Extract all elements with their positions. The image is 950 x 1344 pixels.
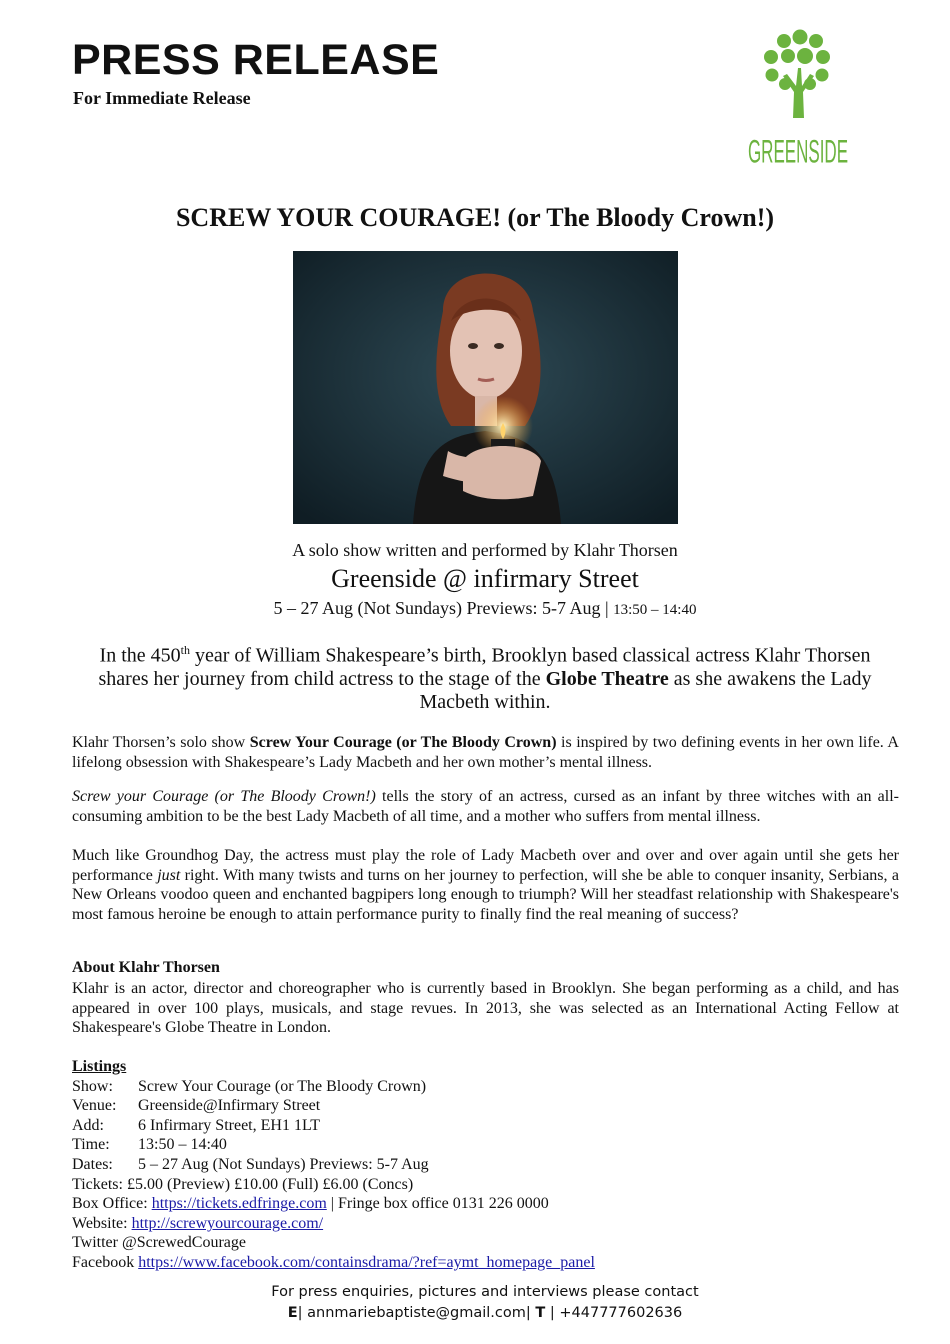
listing-website: Website: http://screwyourcourage.com/: [72, 1214, 324, 1232]
website-link[interactable]: http://screwyourcourage.com/: [131, 1214, 324, 1232]
contact-details: E| annmariebaptiste@gmail.com| T | +447777602636: [287, 1305, 683, 1321]
venue-heading: Greenside @ infirmary Street: [331, 564, 639, 593]
listing-address: Add: 6 Infirmary Street, EH1 1LT: [72, 1116, 321, 1134]
intro-paragraph: In the 450th year of William Shakespeare’s birth, Brooklyn based classical actress Klahr Thorsen shares her journey from child actress to the stage of the Globe Theatre as she awakens the Lady Macbeth within.: [98, 643, 872, 713]
logo-text: GREENSIDE: [748, 135, 848, 170]
separator: |: [600, 598, 614, 618]
show-title: SCREW YOUR COURAGE! (or The Bloody Crown!): [175, 203, 775, 232]
page-title: PRESS RELEASE: [72, 36, 440, 84]
about-heading: About Klahr Thorsen: [72, 959, 220, 976]
release-subtitle: For Immediate Release: [73, 88, 251, 108]
listing-tickets: Tickets: £5.00 (Preview) £10.00 (Full) £6.00 (Concs): [72, 1175, 414, 1193]
dates-text: 5 – 27 Aug (Not Sundays) Previews: 5-7 Aug: [273, 598, 601, 618]
listings: [72, 1057, 595, 1273]
listing-time: Time: 13:50 – 14:40: [72, 1136, 227, 1154]
listing-show: Show: Screw Your Courage (or The Bloody Crown): [72, 1077, 427, 1095]
paragraph-story: Screw your Courage (or The Bloody Crown!) tells the story of an actress, cursed as an infant by three witches with an all-consuming ambition to be the best Lady Macbeth of all time, and a mother who suffers from mental illness.: [72, 788, 899, 825]
press-contact: [0, 1282, 950, 1324]
paragraph-groundhog: Much like Groundhog Day, the actress must play the role of Lady Macbeth over and over and over again until she gets her performance just right. With many twists and turns on her journey to perfection, will she be able to conquer insanity, Serbians, a New Orleans voodoo queen and enchanted bagpipers long enough to triumph? Will her steadfast relationship with Shakespeare's most famous heroine be enough to attain performance purity to finally find the real meaning of success?: [72, 847, 899, 923]
box-office-link[interactable]: https://tickets.edfringe.com: [151, 1195, 327, 1213]
performer-photo: [293, 251, 678, 524]
greenside-logo: [748, 24, 848, 170]
paragraph-inspiration: Klahr Thorsen’s solo show Screw Your Courage (or The Bloody Crown) is inspired by two defining events in her own life. A lifelong obsession with Shakespeare’s Lady Macbeth and her own mother’s mental illness.: [72, 734, 899, 771]
listing-box-office: Box Office: https://tickets.edfringe.com | Fringe box office 0131 226 0000: [72, 1195, 549, 1213]
listing-venue: Venue: Greenside@Infirmary Street: [72, 1097, 321, 1115]
listing-twitter: Twitter @ScrewedCourage: [72, 1234, 246, 1252]
listings-heading: Listings: [72, 1058, 127, 1075]
contact-line: For press enquiries, pictures and interviews please contact: [271, 1284, 699, 1300]
dates-line: [0, 598, 950, 619]
listing-dates: Dates: 5 – 27 Aug (Not Sundays) Previews: 5-7 Aug: [72, 1155, 429, 1173]
about-text: Klahr is an actor, director and choreographer who is currently based in Brooklyn. She began performing as a child, and has appeared in over 100 plays, musicals, and stage revues. In 2013, she was selected as an International Acting Fellow at Shakespeare's Globe Theatre in London.: [72, 980, 899, 1036]
listing-facebook: Facebook https://www.facebook.com/containsdrama/?ref=aymt_homepage_panel: [72, 1253, 595, 1271]
time-text: 13:50 – 14:40: [613, 602, 697, 618]
tagline: A solo show written and performed by Klahr Thorsen: [292, 540, 678, 560]
facebook-link[interactable]: https://www.facebook.com/containsdrama/?ref=aymt_homepage_panel: [138, 1253, 595, 1271]
